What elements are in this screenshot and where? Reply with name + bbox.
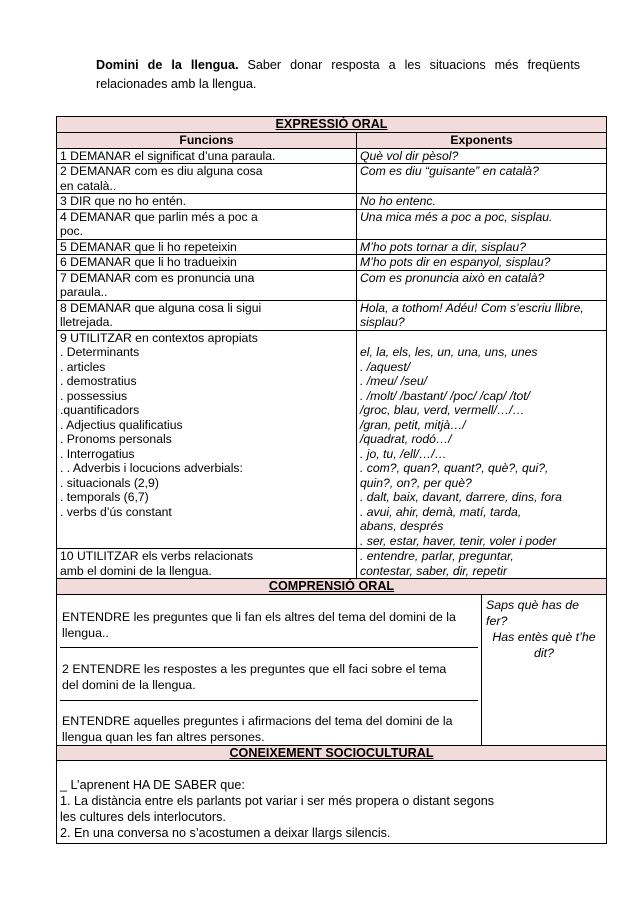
funcio-text: . Interrogatius: [60, 446, 135, 461]
sociocultural-title: CONEIXEMENT SOCIOCULTURAL: [57, 745, 607, 761]
funcio-text: . temporals (6,7): [60, 490, 149, 504]
funcio-cell: [57, 164, 357, 194]
table-row: [57, 164, 607, 194]
expressio-rows: [57, 148, 607, 579]
table-row: [57, 549, 607, 579]
comprensio-title: COMPRENSIÓ ORAL: [57, 579, 607, 595]
exponent-cell: [357, 194, 607, 210]
funcio-text: 3 DIR que no ho entén.: [60, 194, 187, 208]
exponent-text: [360, 331, 603, 346]
table-row: [57, 330, 607, 549]
funcio-cell: [57, 209, 357, 239]
funcio-text: . articles: [60, 359, 106, 374]
exponent-cell: [357, 239, 607, 255]
funcio-text: . verbs d’ús constant: [60, 504, 172, 519]
comprensio-text: 2 ENTENDRE les respostes a les preguntes que ell faci sobre el tema: [62, 661, 447, 676]
funcio-text: . Determinants: [60, 345, 140, 359]
exponent-text: /quadrat, rodó…/: [360, 432, 452, 446]
funcio-cell: [57, 300, 357, 330]
funcio-text: . demostratius: [60, 374, 137, 388]
col-exponents: Exponents: [357, 132, 607, 148]
exponent-text: abans, després: [360, 519, 444, 533]
exponent-cell: [357, 270, 607, 300]
comprensio-text: del domini de la llengua.: [62, 677, 196, 692]
exponent-text: quin?, on?, per què?: [360, 475, 472, 490]
funcio-cell: [57, 148, 357, 164]
exponent-text: Una mica més a poc a poc, sisplau.: [360, 209, 553, 224]
exponent-text: Hola, a tothom! Adéu! Com s’escriu llibre,: [360, 300, 584, 315]
comprensio-text: ENTENDRE les preguntes que li fan els altres del tema del domini de la: [62, 609, 456, 624]
funcio-text: amb el domini de la llengua.: [60, 563, 212, 578]
funcio-text: . . Adverbis i locucions adverbials:: [60, 461, 243, 475]
funcio-cell: [57, 194, 357, 210]
comprensio-note: [482, 594, 607, 745]
table-row: [57, 194, 607, 210]
sociocultural-line: 1. La distància entre els parlants pot variar i ser més propera o distant segons: [60, 794, 495, 808]
funcio-cell: [57, 549, 357, 579]
exponent-text: Com es pronuncia això en català?: [360, 270, 545, 285]
exponent-text: . avui, ahir, demà, matí, tarda,: [360, 504, 522, 519]
exponent-text: . ser, estar, haver, tenir, voler i poder: [360, 533, 557, 548]
exponent-text: . jo, tu, /ell/…/…: [360, 446, 447, 461]
funcio-text: 8 DEMANAR que alguna cosa li sigui: [60, 300, 262, 315]
funcio-cell: [57, 239, 357, 255]
sociocultural-line: 2. En una conversa no s’acostumen a deixar llargs silencis.: [60, 826, 391, 840]
comprensio-item: [60, 701, 478, 745]
funcio-text: 4 DEMANAR que parlin més a poc a: [60, 209, 258, 224]
table-row: [57, 300, 607, 330]
exponent-text: Què vol dir pèsol?: [360, 148, 459, 163]
comprensio-item: [60, 648, 478, 701]
note-text: Has entès què t’he: [492, 629, 596, 644]
funcio-text: .quantificadors: [60, 403, 140, 417]
table-row: [57, 255, 607, 271]
competencies-table: [56, 116, 607, 844]
comprensio-items: [57, 594, 482, 745]
intro-bold: Domini de la llengua.: [96, 58, 239, 72]
comprensio-item: [60, 595, 478, 648]
note-text: dit?: [534, 645, 554, 660]
note-text: fer?: [486, 613, 508, 628]
table-row: [57, 270, 607, 300]
funcio-cell: [57, 255, 357, 271]
exponent-text: el, la, els, les, un, una, uns, unes: [360, 345, 538, 359]
funcio-text: 1 DEMANAR el significat d’una paraula.: [60, 148, 276, 163]
comprensio-text: ENTENDRE aquelles preguntes i afirmacions del tema del domini de la: [62, 713, 453, 728]
exponent-cell: [357, 255, 607, 271]
funcio-text: . possessius: [60, 388, 128, 403]
exponent-text: . dalt, baix, davant, darrere, dins, fora: [360, 490, 562, 504]
exponent-cell: [357, 148, 607, 164]
sociocultural-text: [57, 761, 607, 844]
funcio-text: 7 DEMANAR com es pronuncia una: [60, 270, 255, 285]
exponent-text: . /meu/ /seu/: [360, 374, 428, 388]
table-row: [57, 239, 607, 255]
intro-text: Saber donar resposta a les situacions més freqüents relacionades amb la llengua.: [96, 58, 580, 91]
funcio-text: 5 DEMANAR que li ho repeteixin: [60, 239, 237, 254]
comprensio-text: llengua quan les fan altres persones.: [62, 729, 265, 744]
comprensio-text: llengua..: [62, 625, 109, 640]
exponent-cell: [357, 549, 607, 579]
intro-paragraph: [96, 56, 580, 94]
funcio-cell: [57, 330, 357, 549]
exponent-cell: [357, 300, 607, 330]
exponent-text: M’ho pots tornar a dir, sisplau?: [360, 239, 526, 254]
exponent-text: contestar, saber, dir, repetir: [360, 563, 508, 578]
exponent-text: . /aquest/: [360, 359, 411, 374]
exponent-text: No ho entenc.: [360, 194, 436, 208]
funcio-text: poc.: [60, 224, 84, 238]
exponent-cell: [357, 164, 607, 194]
exponent-text: M’ho pots dir en espanyol, sisplau?: [360, 255, 551, 269]
note-text: Saps què has de: [486, 597, 580, 612]
exponent-text: . /molt/ /bastant/ /poc/ /cap/ /tot/: [360, 388, 531, 403]
exponent-text: /groc, blau, verd, vermell/…/…: [360, 403, 525, 417]
col-funcions: Funcions: [57, 132, 357, 148]
sociocultural-line: _ L’aprenent HA DE SABER que:: [60, 778, 245, 792]
funcio-text: 6 DEMANAR que li ho tradueixin: [60, 255, 237, 269]
funcio-text: 10 UTILITZAR els verbs relacionats: [60, 549, 254, 563]
exponent-cell: [357, 209, 607, 239]
exponent-text: sisplau?: [360, 315, 405, 329]
funcio-text: . Pronoms personals: [60, 432, 172, 446]
funcio-text: en català..: [60, 178, 117, 193]
exponent-text: . entendre, parlar, preguntar,: [360, 549, 514, 563]
sociocultural-line: les cultures dels interlocutors.: [60, 810, 226, 824]
funcio-text: lletrejada.: [60, 315, 113, 329]
exponent-text: /gran, petit, mitjà…/: [360, 417, 466, 432]
funcio-text: . situacionals (2,9): [60, 475, 159, 490]
funcio-text: . Adjectius qualificatius: [60, 417, 183, 432]
funcio-text: 9 UTILITZAR en contextos apropiats: [60, 330, 258, 345]
table-row: [57, 209, 607, 239]
exponent-text: . com?, quan?, quant?, què?, qui?,: [360, 461, 549, 475]
funcio-text: paraula..: [60, 285, 108, 299]
exponent-text: Com es diu “guisante” en català?: [360, 164, 539, 178]
table-row: [57, 148, 607, 164]
funcio-cell: [57, 270, 357, 300]
exponent-cell: [357, 330, 607, 549]
funcio-text: 2 DEMANAR com es diu alguna cosa: [60, 164, 263, 178]
expressio-title: EXPRESSIÓ ORAL: [57, 117, 607, 133]
